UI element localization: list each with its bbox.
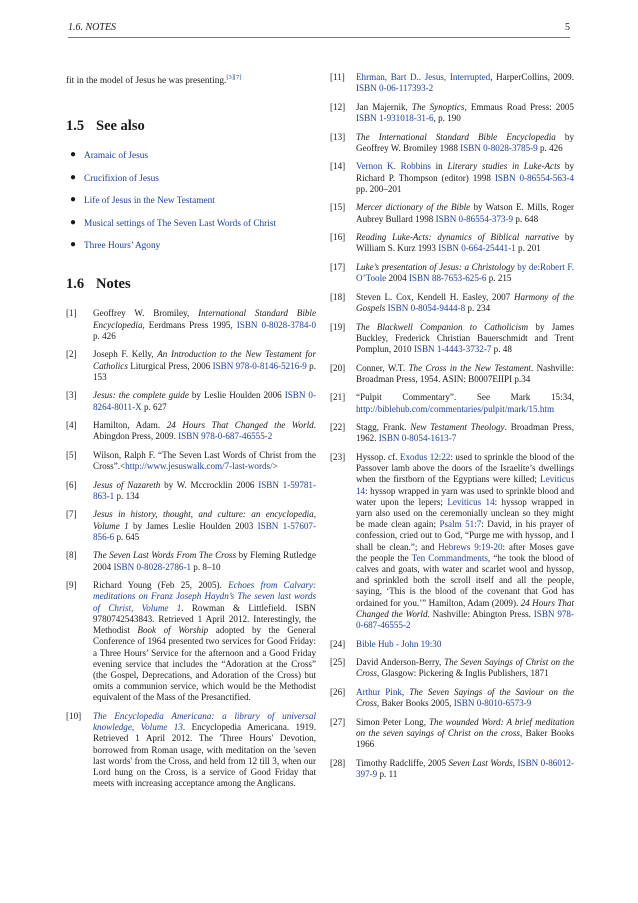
note-entry <box>66 580 316 703</box>
note-fragment: Liturgical Press, 2006 <box>127 360 213 371</box>
note-text <box>356 717 574 749</box>
note-fragment: in <box>430 161 448 172</box>
note-number: [6] <box>66 479 77 490</box>
note-link[interactable]: ISBN 978-0-687-46555-2 <box>178 431 273 442</box>
note-text <box>93 349 316 381</box>
notes-title: Notes <box>96 276 131 293</box>
note-number: [14] <box>330 161 346 172</box>
note-text <box>93 308 316 340</box>
note-link[interactable]: ISBN 1-59781-863-1 <box>93 479 317 501</box>
note-fragment: , Eerdmans Press 1995, <box>142 319 237 330</box>
note-entry <box>330 422 574 444</box>
note-fragment: The Cross in the New Testament <box>408 362 531 373</box>
note-fragment: Jesus of Nazareth <box>93 479 161 490</box>
note-number: [25] <box>330 657 346 668</box>
note-link[interactable]: ISBN 0-8028-3784-0 <box>236 319 317 330</box>
note-fragment: , Glasgow: Pickering & Inglis Publishers, 1871 <box>376 668 549 679</box>
note-link[interactable]: ISBN 978-0-687-46555-2 <box>356 608 574 631</box>
note-fragment: “Pulpit Commentary”. See Mark 15:34, <box>356 392 574 403</box>
right-column <box>330 72 574 788</box>
note-fragment: Stagg, Frank. <box>356 422 411 433</box>
note-fragment: International Standard Bible Encyclopedia <box>93 308 316 330</box>
header-rule <box>68 37 570 38</box>
note-entry <box>330 202 574 224</box>
note-text <box>356 161 574 193</box>
note-number: [4] <box>66 420 77 431</box>
note-link[interactable]: ISBN 0-664-25441-1 <box>438 243 516 254</box>
note-fragment: : after Moses gave the people the <box>356 541 574 563</box>
note-fragment: by James Leslie Houlden 2003 <box>128 520 258 531</box>
note-fragment: Wilson, Ralph F. “The Seven Last Words of Christ from the Cross”.< <box>93 449 316 472</box>
note-number: [20] <box>330 362 346 373</box>
note-fragment: : hyssop wrapped in yarn was used to sprinkle blood and water upon the lepers; <box>356 485 574 507</box>
note-fragment: Conner, W.T. <box>356 362 409 373</box>
note-entry <box>66 550 316 572</box>
note-link[interactable]: ISBN 0-86554-373-9 <box>435 213 514 224</box>
note-number: [28] <box>330 757 346 768</box>
note-fragment: p. 153 <box>93 360 316 382</box>
note-fragment: p. 234 <box>465 302 491 313</box>
note-text <box>356 422 574 443</box>
note-fragment: David Anderson-Berry, <box>356 657 445 668</box>
see-also-link[interactable]: Three Hours’ Agony <box>84 241 161 252</box>
note-text <box>356 639 441 649</box>
left-column <box>66 72 316 797</box>
note-fragment: Reading Luke-Acts: dynamics of Biblical narrative <box>356 232 560 243</box>
note-fragment: p. 627 <box>141 401 167 412</box>
note-link[interactable]: Leviticus 14 <box>356 474 574 496</box>
see-also-link[interactable]: Crucifixion of Jesus <box>84 173 159 184</box>
note-fragment: p. 48 <box>491 343 512 354</box>
note-fragment: , HarperCollins, 2009. <box>490 72 575 82</box>
note-entry <box>330 161 574 195</box>
note-number: [8] <box>66 550 77 561</box>
note-number: [7] <box>66 509 77 520</box>
note-fragment: 2004 <box>386 273 409 284</box>
note-fragment: p. 201 <box>515 243 541 254</box>
note-link[interactable]: Ehrman, Bart D.. Jesus, Interrupted <box>356 72 491 82</box>
note-text <box>356 657 574 678</box>
note-link[interactable]: ISBN 0-8010-6573-9 <box>453 698 532 709</box>
note-fragment: Luke’s presentation of Jesus: a Christology <box>356 261 515 272</box>
note-number: [18] <box>330 291 346 302</box>
see-also-item[interactable] <box>66 240 316 252</box>
note-link[interactable]: ISBN 1-4443-3732-7 <box>413 343 492 354</box>
note-fragment: 24 Hours That Changed the World <box>166 420 314 431</box>
note-fragment: , <box>401 687 410 697</box>
note-text <box>356 392 574 413</box>
note-number: [16] <box>330 232 346 243</box>
note-entry <box>330 392 574 414</box>
note-link[interactable]: ISBN 1-931018-31-6 <box>356 113 434 123</box>
note-text <box>356 322 574 354</box>
note-fragment: The wounded Word: A brief meditation on the seven sayings of Christ on the cross <box>356 716 574 738</box>
note-entry <box>330 758 574 780</box>
note-text <box>356 132 574 153</box>
notes-number: 1.6 <box>66 276 85 293</box>
note-link[interactable]: Exodus 12:22 <box>399 451 451 462</box>
note-link[interactable]: Vernon K. Robbins <box>356 161 431 172</box>
note-fragment: by Fleming Rutledge 2004 <box>93 550 316 572</box>
bullet-icon: ● <box>70 216 77 228</box>
bullet-icon: ● <box>70 239 77 251</box>
note-number: [10] <box>66 710 82 721</box>
note-fragment: by W. Mccrocklin 2006 <box>160 479 259 490</box>
note-number: [27] <box>330 716 346 727</box>
note-entry <box>330 657 574 679</box>
note-fragment: Steven L. Cox, Kendell H. Easley, 2007 <box>356 291 514 302</box>
note-number: [24] <box>330 638 346 649</box>
note-link[interactable]: http://biblehub.com/commentaries/pulpit/mark/15.htm <box>356 403 555 414</box>
note-entry <box>330 72 574 94</box>
note-fragment: , Baker Books 2005, <box>376 698 454 709</box>
note-entry <box>330 292 574 314</box>
note-fragment: by William S. Kurz 1993 <box>356 232 574 254</box>
note-fragment: by Watson E. Mills, Roger Aubrey Bullard 1998 <box>356 202 574 224</box>
note-text <box>93 420 316 441</box>
note-fragment: , Emmaus Road Press: 2005 <box>464 101 574 112</box>
note-link[interactable]: ISBN 0-8028-3785-9 <box>460 142 538 153</box>
note-text <box>93 550 316 571</box>
note-link[interactable]: ISBN 0-8264-8011-X <box>93 390 316 412</box>
note-number: [22] <box>330 422 346 433</box>
note-text <box>356 202 574 223</box>
see-also-item[interactable] <box>66 150 316 162</box>
notes-list-left <box>66 308 316 789</box>
note-entry <box>66 509 316 543</box>
note-link[interactable]: ISBN 0-8054-1613-7 <box>378 433 457 444</box>
note-fragment: The Synoptics <box>411 101 465 112</box>
note-fragment: . Rowman & Littlefield. ISBN 9780742543843. Retrieved 1 April 2012. Interestingly, the Methodist <box>93 602 316 636</box>
note-link[interactable]: http://www.jesuswalk.com/7-last-words/ <box>125 461 273 472</box>
note-text <box>356 452 574 630</box>
note-fragment: 24 Hours That Changed the World <box>356 597 575 619</box>
note-fragment: adopted by the General Conference of 1964 presented two services for Good Friday: a Three Hours’ Service for the afternoon and a Good Friday evening service that includes the “Adoration at the Cross” (the Gospel, Deprecations, and Adoration of the Cross) but omits a communion service, which would be the Methodist equivalent of the Mass of the Presanctified. <box>93 625 317 703</box>
note-fragment: . Abingdon Press, 2009. <box>93 420 316 442</box>
note-fragment: Geoffrey W. Bromiley, <box>93 308 199 319</box>
note-number: [13] <box>330 131 346 142</box>
note-fragment: New Testament Theology <box>410 422 505 433</box>
note-fragment: p. 645 <box>114 531 140 542</box>
note-entry <box>66 420 316 442</box>
intro-text <box>66 72 316 87</box>
note-entry <box>66 308 316 342</box>
note-text <box>356 292 574 313</box>
see-also-item[interactable] <box>66 173 316 185</box>
note-link[interactable]: Leviticus 14 <box>447 496 495 507</box>
note-text <box>93 580 316 702</box>
note-fragment: , p. 190 <box>433 113 461 123</box>
note-fragment: Literary studies in Luke-Acts <box>447 161 561 172</box>
note-link[interactable]: The Encyclopedia Americana: a library of universal knowledge, Volume 13 <box>93 710 316 733</box>
note-fragment: p. 11 <box>377 769 398 779</box>
intro-sentence: fit in the model of Jesus he was presenting. <box>66 76 227 87</box>
note-fragment: The Seven Last Words From The Cross <box>93 550 236 561</box>
note-link[interactable]: ISBN 1-57607-856-6 <box>93 520 316 542</box>
note-fragment: p. 134 <box>114 490 140 501</box>
note-fragment: by Geoffrey W. Bromiley 1988 <box>356 131 574 153</box>
see-also-link[interactable]: Aramaic of Jesus <box>84 151 149 162</box>
note-number: [26] <box>330 687 346 697</box>
note-fragment: The Seven Sayings of the Saviour on the Cross <box>356 687 574 709</box>
note-number: [1] <box>66 308 77 319</box>
note-link[interactable]: ISBN 0-8054-9444-8 <box>387 302 466 313</box>
note-number: [2] <box>66 349 77 360</box>
note-fragment: Richard Young (Feb 25, 2005). <box>93 580 229 591</box>
bullet-icon: ● <box>70 149 77 161</box>
note-fragment: An Introduction to the New Testament for Catholics <box>93 349 316 371</box>
note-fragment: Seven Last Words <box>448 757 513 768</box>
note-entry <box>330 687 574 709</box>
note-fragment: > <box>272 461 278 472</box>
note-entry <box>330 363 574 385</box>
note-fragment: Simon Peter Long, <box>356 716 429 727</box>
note-text <box>356 363 574 384</box>
page-number: 5 <box>565 22 570 33</box>
running-header <box>68 22 570 36</box>
note-fragment: The International Standard Bible Encyclopedia <box>356 131 556 142</box>
note-text <box>93 711 316 788</box>
note-fragment: : used to sprinkle the blood of the Passover lamb above the doors of the Israelite’s dwellings when the firstborn of the Egyptians were killed; <box>356 451 574 485</box>
header-section: 1.6. NOTES <box>68 22 117 33</box>
note-number: [21] <box>330 392 346 403</box>
see-also-number: 1.5 <box>66 118 85 135</box>
note-fragment: : hyssop wrapped in yarn also used on the ceremonially unclean so they might be made clean again; <box>356 496 574 530</box>
bullet-icon: ● <box>70 171 77 183</box>
note-fragment: by Leslie Houlden 2006 <box>188 390 285 401</box>
note-link[interactable]: Ten Commandments <box>411 552 488 563</box>
note-link[interactable]: ISBN 978-0-8146-5216-9 <box>212 360 307 371</box>
note-entry <box>330 132 574 154</box>
note-fragment: Harmony of the Gospels <box>356 291 574 313</box>
note-fragment: , “he took the blood of calves and goats, with water and scarlet wool and hyssop, and sprinkled both the scroll itself and all the people, saying, ‘This is the blood of the covenant that God has ordained for you.’” Hamilton, Adam (2009). <box>356 552 575 608</box>
note-fragment: , Baker Books 1966 <box>356 728 575 750</box>
note-fragment: Timothy Radcliffe, 2005 <box>356 757 449 768</box>
note-number: [3] <box>66 390 77 401</box>
note-link[interactable]: by de:Robert F. O’Toole <box>356 261 574 284</box>
note-number: [5] <box>66 449 77 460</box>
note-fragment: Jesus in history, thought, and culture: an encyclopedia, Volume 1 <box>93 509 316 531</box>
note-entry <box>330 262 574 284</box>
note-link[interactable]: Psalm 51:7 <box>439 519 482 530</box>
note-fragment: p. 215 <box>486 273 512 284</box>
note-entry <box>330 232 574 254</box>
notes-heading <box>66 276 316 292</box>
note-entry <box>66 450 316 472</box>
see-also-item[interactable] <box>66 195 316 207</box>
note-fragment: Jesus: the complete guide <box>93 390 189 401</box>
note-fragment: Jan Majernik, <box>356 101 412 112</box>
note-entry <box>330 102 574 124</box>
note-fragment: by Richard P. Thompson (editor) 1998 <box>356 161 574 183</box>
see-also-title: See also <box>96 118 145 135</box>
note-entry <box>330 639 574 650</box>
note-text <box>356 262 574 283</box>
notes-list-right <box>330 72 574 780</box>
note-number: [11] <box>330 72 345 82</box>
note-entry <box>330 717 574 751</box>
note-entry <box>66 480 316 502</box>
note-text <box>93 509 316 541</box>
note-fragment: , <box>512 757 518 768</box>
note-number: [15] <box>330 202 346 213</box>
see-also-list <box>66 150 316 252</box>
note-fragment: Joseph F. Kelly, <box>93 349 158 360</box>
note-fragment: Mercer dictionary of the Bible <box>356 202 471 213</box>
note-number: [17] <box>330 261 346 272</box>
note-fragment: p. 8–10 <box>191 561 221 572</box>
see-also-link[interactable]: Musical settings of The Seven Last Words of Christ <box>84 218 277 229</box>
note-link[interactable]: ISBN 0-86012-397-9 <box>356 757 574 779</box>
note-text <box>356 232 574 253</box>
see-also-item[interactable] <box>66 218 316 230</box>
note-text <box>356 102 574 123</box>
note-text <box>93 480 316 501</box>
note-link[interactable]: ISBN 0-86554-563-4 <box>494 172 575 183</box>
note-fragment: Hamilton, Adam. <box>93 420 167 431</box>
note-link[interactable]: Hebrews 9:19-20 <box>438 541 503 552</box>
note-link[interactable]: ISBN 88-7653-625-6 <box>408 273 487 284</box>
note-fragment: . Nashville: Broadman Press, 1954. ASIN: B0007EIIPI p.34 <box>356 362 574 384</box>
note-link[interactable]: Bible Hub - John 19:30 <box>356 638 442 649</box>
see-also-link[interactable]: Life of Jesus in the New Testament <box>84 196 215 207</box>
intro-citation[interactable]: [3][7] <box>226 74 242 81</box>
note-number: [12] <box>330 101 346 112</box>
note-text <box>356 72 574 93</box>
see-also-heading <box>66 118 316 134</box>
note-fragment: p. 426 <box>537 142 563 153</box>
note-number: [23] <box>330 451 346 462</box>
note-entry <box>66 711 316 789</box>
note-entry <box>66 390 316 412</box>
note-fragment: . Broadman Press, 1962. <box>356 422 574 444</box>
note-fragment: p. 426 <box>93 330 116 341</box>
note-fragment: by James Buckley, Frederick Christian Bauerschmidt and Trent Pomplun, 2010 <box>356 321 574 354</box>
note-fragment: The Seven Sayings of Christ on the Cross <box>356 657 575 679</box>
note-fragment: p. 648 <box>513 213 539 224</box>
note-text <box>93 450 316 471</box>
note-fragment: pp. 200–201 <box>356 183 402 194</box>
note-entry <box>330 452 574 631</box>
note-link[interactable]: ISBN 0-8028-2786-1 <box>113 561 192 572</box>
note-fragment: Book of Worship <box>137 625 209 636</box>
note-fragment: . Nashville: Abington Press. <box>427 608 534 619</box>
note-fragment: . Encyclopedia Americana. 1919. Retrieved 1 April 2012. The 'Three Hours' Devotion, borrowed from Roman usage, with meditation on the 'seven last words' from the Cross, and held from 12 till 3, when our Lord hung on the Cross, is a service of Good Friday that meets with increasing acceptance among the Anglicans. <box>93 722 317 789</box>
note-fragment: Hyssop. cf. <box>356 451 400 462</box>
note-text <box>356 687 574 708</box>
note-link[interactable]: Echoes from Calvary: meditations on Franz Joseph Haydn’s The seven last words of Christ, Volume 1 <box>93 580 316 613</box>
note-text <box>356 758 574 779</box>
note-link[interactable]: ISBN 0-06-117393-2 <box>356 83 434 94</box>
note-fragment: The Blackwell Companion to Catholicism <box>356 321 529 332</box>
note-number: [19] <box>330 321 346 332</box>
note-entry <box>66 349 316 383</box>
bullet-icon: ● <box>70 194 77 206</box>
note-text <box>93 390 316 411</box>
note-entry <box>330 322 574 356</box>
note-fragment: : David, in his prayer of confession, cried out to God, “Purge me with hyssop, and I shall be clean.”; and <box>356 519 574 552</box>
note-number: [9] <box>66 580 77 591</box>
note-link[interactable]: Arthur Pink <box>356 687 402 697</box>
